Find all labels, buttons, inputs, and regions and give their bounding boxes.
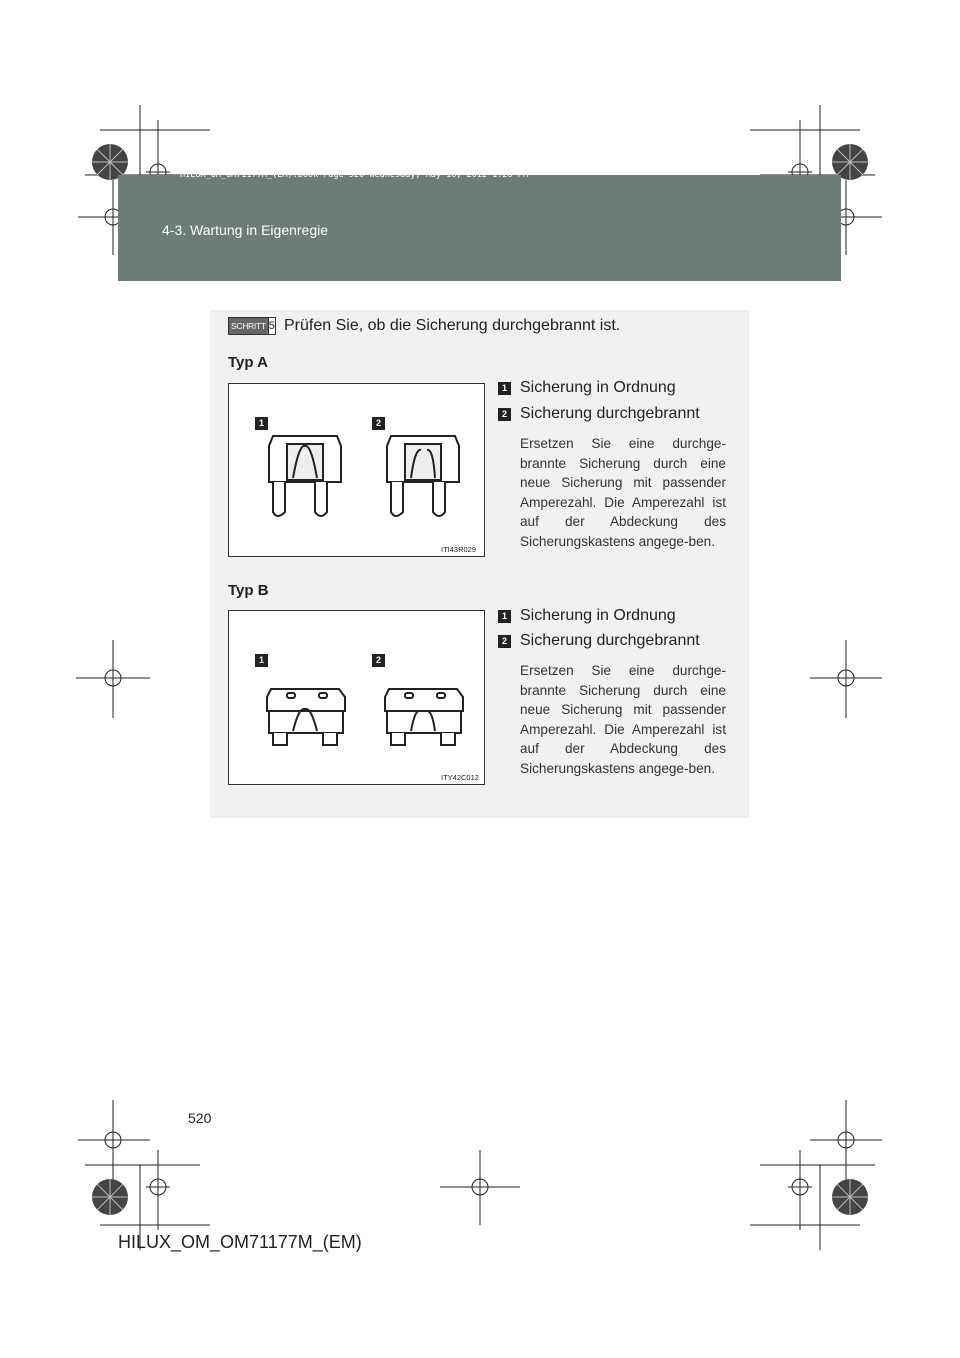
type-b-description: Ersetzen Sie eine durchge-brannte Sicherung durch eine neue Sicherung mit passender Amperezahl. Die Amperezahl ist auf der Abdeckung des Sicherungskastens angege-ben. — [520, 663, 726, 776]
type-b-illustration — [228, 610, 485, 785]
type-b-callout-1: 1 — [255, 654, 268, 667]
type-a-item-1 — [498, 379, 676, 397]
type-a-illustration-code: ITI43R029 — [441, 545, 477, 554]
step-badge — [228, 317, 276, 335]
type-b-item-2 — [498, 632, 700, 650]
blade-fuse-type-b-drawing — [229, 611, 484, 784]
item-number: 2 — [498, 635, 511, 648]
book-meta-line: HILUX_OM_OM71177M_(EM).book Page 520 Wednesday, May 16, 2012 1:28 PM — [180, 170, 528, 180]
step-badge-word: SCHRITT — [228, 317, 269, 335]
item-number: 1 — [498, 610, 511, 623]
type-b-callout-2: 2 — [372, 654, 385, 667]
type-b-item-1 — [498, 607, 676, 625]
type-b-illustration-code: ITY42C012 — [441, 773, 479, 782]
blade-fuse-type-a-drawing — [229, 384, 484, 556]
step-instruction: Prüfen Sie, ob die Sicherung durchgebrannt ist. — [284, 317, 621, 334]
item-number: 2 — [498, 408, 511, 421]
page-number: 520 — [188, 1110, 212, 1126]
item-label: Sicherung in Ordnung — [520, 379, 676, 396]
section-title: 4-3. Wartung in Eigenregie — [162, 222, 329, 238]
step-badge-number: 5 — [269, 317, 276, 335]
item-label: Sicherung durchgebrannt — [520, 632, 700, 649]
type-a-item-2 — [498, 405, 700, 423]
item-label: Sicherung in Ordnung — [520, 607, 676, 624]
type-a-callout-2: 2 — [372, 417, 385, 430]
type-a-callout-1: 1 — [255, 417, 268, 430]
type-a-description: Ersetzen Sie eine durchge-brannte Sicherung durch eine neue Sicherung mit passender Amperezahl. Die Amperezahl ist auf der Abdeckung des Sicherungskastens angege-ben. — [520, 436, 726, 549]
type-b-label: Typ B — [228, 582, 269, 599]
item-number: 1 — [498, 382, 511, 395]
footer-doc-id: HILUX_OM_OM71177M_(EM) — [118, 1232, 362, 1252]
item-label: Sicherung durchgebrannt — [520, 405, 700, 422]
type-a-illustration — [228, 383, 485, 557]
type-a-label: Typ A — [228, 354, 268, 371]
